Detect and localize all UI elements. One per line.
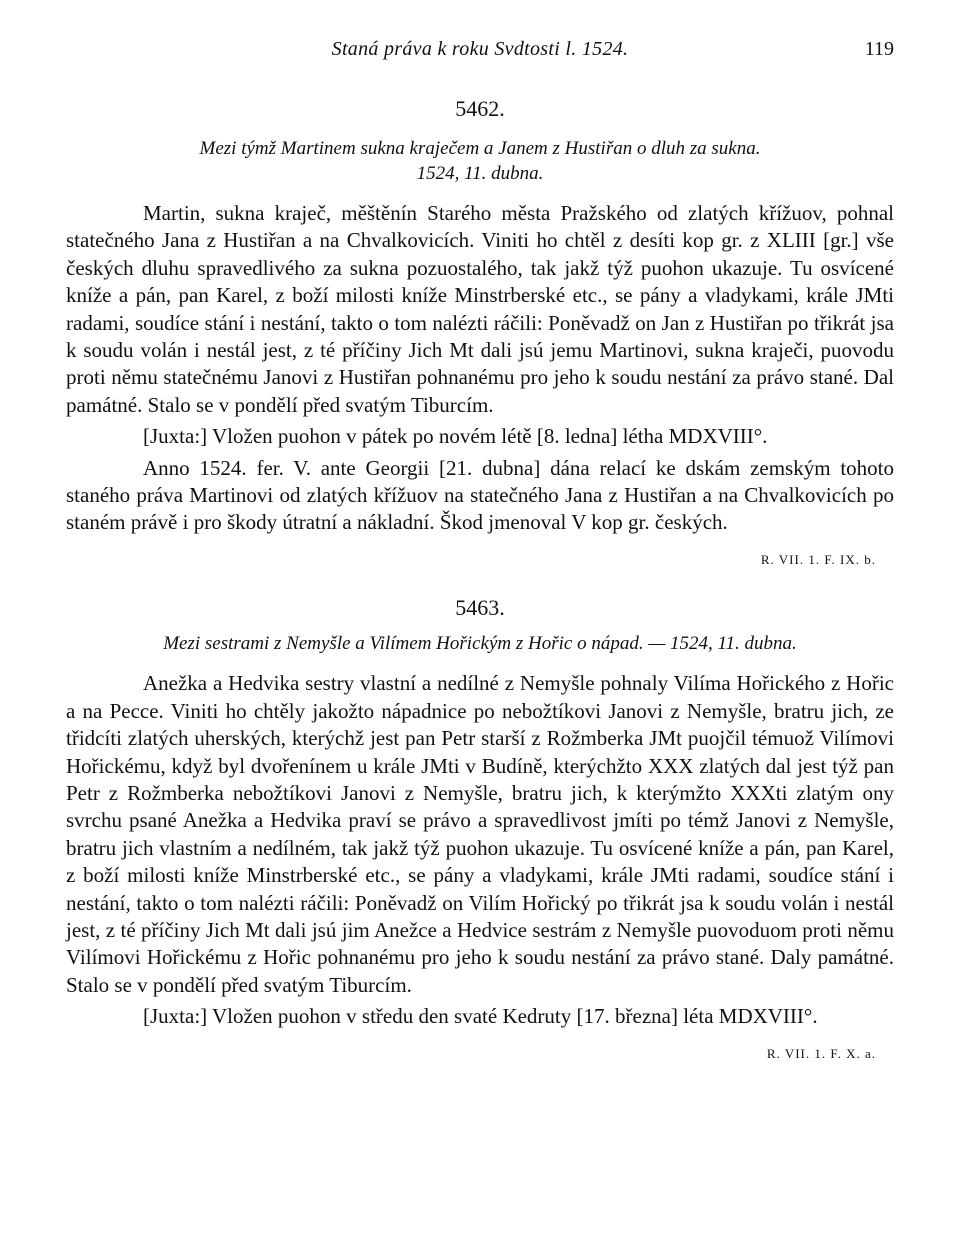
entry-heading bbox=[66, 631, 894, 656]
entry-heading-date: 1524, 11. dubna. bbox=[416, 163, 544, 184]
document-page bbox=[66, 0, 894, 1067]
paragraph bbox=[66, 1003, 894, 1061]
paragraph-text: Anno 1524. fer. V. ante Georgii [21. dubna] dána relací ke dskám zemským tohoto staného práva Martinovi od zlatých křížuov na statečného Jana z Hustiřan a na Chvalkovicích po staném právě i pro škody útratní a nákladní. Škod jmenoval V kop gr. českých. bbox=[66, 455, 894, 535]
entry-heading-line: Mezi týmž Martinem sukna kraječem a Janem z Hustiřan o dluh za sukna. bbox=[199, 138, 761, 159]
paragraph-text: [Juxta:] Vložen puohon v středu den svaté Kedruty [17. března] léta MDXVIII°. bbox=[143, 1004, 818, 1029]
archive-signature: R. VII. 1. F. IX. b. bbox=[760, 551, 876, 567]
entry-5463 bbox=[66, 591, 894, 1067]
paragraph: Anežka a Hedvika sestry vlastní a nedílné z Nemyšle pohnaly Vilíma Hořického z Hořic a na Pecce. Viniti ho chtěly jakožto nápadnice po nebožtíkovi Janovi z Nemyšle, bratru jich, ze třidcíti zlatých uherských, kterýchž jest pan Petr starší z Rožmberka JMt puojčil témuož Vilímovi Hořickému, když byl dvořenínem u krále JMti v Budíně, kterýchžto XXX zlatých dal jest týž pan Petr z Rožmberka nebožtíkovi Janovi z Nemyšle, bratru jich, k kterýmžto XXXti zlatým ony svrchu psané Anežka a Hedvika praví se právo a spravedlivost jmíti po témž Janovi z Nemyšle, bratru jich vlastním a nedílném, tak jakž týž puohon ukazuje. Tu osvícené kníže a pán, pan Karel, z boží milosti kníže Minstrberské etc., se pány a vladykami, krále JMti radami, soudíce stání i nestání, takto o tom nalézti ráčili: Poněvadž on Vilím Hořický po třikrát jsa k soudu volán i nestál jest, z té příčiny Jich Mt dali jsú jim Anežce a Hedvice sestrám z Nemyšle puovoduom proti němu Vilímovi Hořickému z Hořic pohnanému pro jeho k soudu nestání za právo stané. Daly památné. Stalo se v pondělí před svatým Tiburcím. bbox=[66, 671, 894, 997]
archive-signature: R. VII. 1. F. X. a. bbox=[766, 1045, 876, 1061]
entry-heading bbox=[66, 136, 894, 186]
paragraph bbox=[66, 455, 894, 567]
running-title: Staná práva k roku Svdtosti l. 1524. bbox=[331, 38, 629, 60]
entry-5462 bbox=[66, 92, 894, 573]
paragraph: [Juxta:] Vložen puohon v pátek po novém létě [8. ledna] létha MDXVIII°. bbox=[143, 424, 768, 449]
paragraph: Martin, sukna kraječ, měštěnín Starého města Pražského od zlatých křížuov, pohnal statečného Jana z Hustiřan a na Chvalkovicích. Viniti ho chtěl z desíti kop gr. z XLIII [gr.] vše českých dluhu spravedlivého za sukna pozuostalého, tak jakž týž puohon ukazuje. Tu osvícené kníže a pán, pan Karel, z boží milosti kníže Minstrberské etc., se pány a vladykami, krále JMti radami, soudíce stání i nestání, takto o tom nalézti ráčili: Poněvadž on Jan z Hustiřan po třikrát jsa k soudu volán i nestál jest, z té příčiny Jich Mt dali jsú jemu Martinovi, sukna kraječi, puovodu proti němu statečnému Janovi z Hustiřan pohnanému pro jeho k soudu nestání za právo stané. Dal památné. Stalo se v pondělí před svatým Tiburcím. bbox=[66, 201, 894, 417]
entry-heading-line: Mezi sestrami z Nemyšle a Vilímem Hořickým z Hořic o nápad. — 1524, 11. dubna. bbox=[163, 633, 797, 655]
entry-number: 5462. bbox=[455, 96, 505, 121]
page-number: 119 bbox=[864, 38, 894, 60]
running-head bbox=[66, 0, 894, 78]
entry-number: 5463. bbox=[455, 595, 505, 621]
